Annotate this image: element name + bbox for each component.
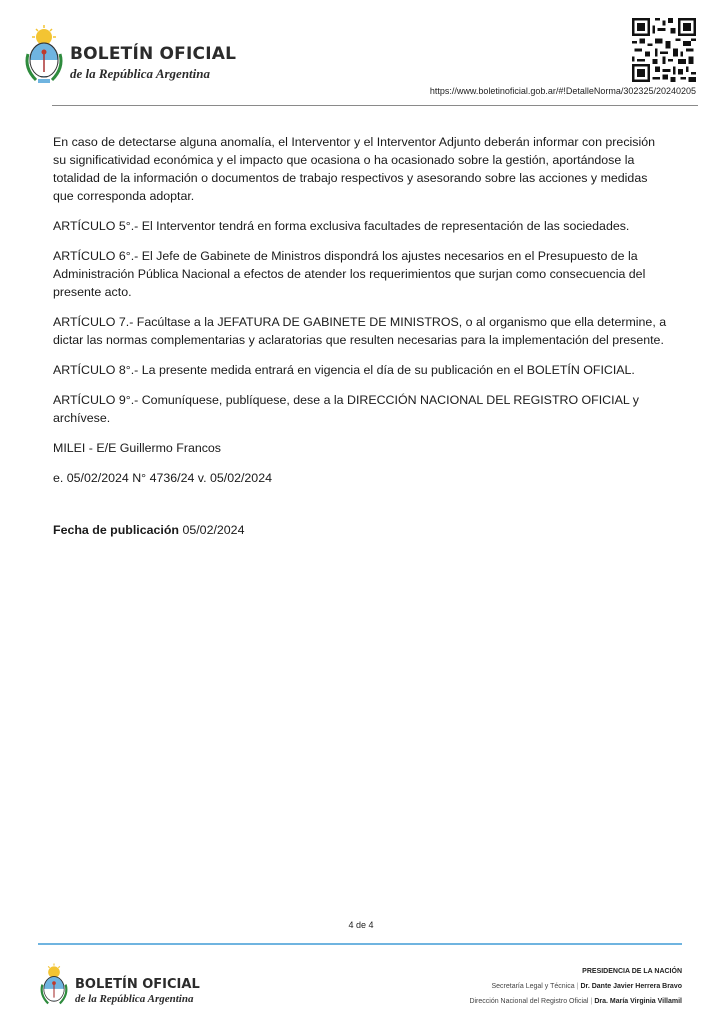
document-header <box>0 0 722 110</box>
page-number: 4 de 4 <box>348 920 374 930</box>
article-6: ARTÍCULO 6°.- El Jefe de Gabinete de Ministros dispondrá los ajustes necesarios en el Presupuesto de la Administración Pública Nacional a efectos de atender los requerimientos que surjan como consecuencia del presente acto. <box>53 249 646 299</box>
paragraph: En caso de detectarse alguna anomalía, el Interventor y el Interventor Adjunto deberán informar con precisión su significatividad económica y el impacto que ocasiona o ha ocasionado sobre la gestión, aportándose la totalidad de la información o documentos de trabajo respectivos y asesorando sobre las acciones y medidas que corresponda adoptar. <box>53 135 655 203</box>
publication-date-line <box>53 521 668 539</box>
document-url[interactable]: https://www.boletinoficial.gob.ar/#!DetalleNorma/302325/20240205 <box>429 86 696 96</box>
footer-brand-subtitle: de la República Argentina <box>75 993 194 1005</box>
footer-official-name: Dra. María Virginia Villamil <box>594 998 682 1005</box>
article-5: ARTÍCULO 5°.- El Interventor tendrá en forma exclusiva facultades de representación de las sociedades. <box>53 219 630 233</box>
argentina-coat-of-arms-icon <box>22 24 66 88</box>
article-8: ARTÍCULO 8°.- La presente medida entrará en vigencia el día de su publicación en el BOLETÍN OFICIAL. <box>53 363 635 377</box>
presidency-label: PRESIDENCIA DE LA NACIÓN <box>582 968 682 975</box>
footer-dept: Secretaría Legal y Técnica <box>491 983 575 990</box>
publication-date-label: Fecha de publicación <box>53 523 179 537</box>
footer-separator: | <box>590 998 593 1005</box>
footer-brand-title: BOLETÍN OFICIAL <box>75 977 200 992</box>
footer-separator: | <box>576 983 579 990</box>
footer-credit-line <box>469 994 682 1009</box>
footer-official-name: Dr. Dante Javier Herrera Bravo <box>580 983 682 990</box>
brand-subtitle: de la República Argentina <box>70 66 210 81</box>
qr-code-icon[interactable] <box>632 18 696 82</box>
header-divider <box>52 105 698 106</box>
publication-reference: e. 05/02/2024 N° 4736/24 v. 05/02/2024 <box>53 471 272 485</box>
footer-divider <box>38 943 682 945</box>
article-7: ARTÍCULO 7.- Facúltase a la JEFATURA DE GABINETE DE MINISTROS, o al organismo que ella determine, a dictar las normas complementarias y aclaratorias que resulten necesarias para la implementación del presente. <box>53 315 667 347</box>
footer-dept: Dirección Nacional del Registro Oficial <box>469 998 589 1005</box>
signatures: MILEI - E/E Guillermo Francos <box>53 441 222 455</box>
footer-credit-line <box>469 979 682 994</box>
argentina-coat-of-arms-icon <box>38 962 70 1010</box>
footer-credits <box>469 964 682 1009</box>
publication-date-value: 05/02/2024 <box>182 523 245 537</box>
article-9: ARTÍCULO 9°.- Comuníquese, publíquese, dese a la DIRECCIÓN NACIONAL DEL REGISTRO OFICIAL y archívese. <box>53 393 639 425</box>
document-body <box>53 133 668 551</box>
brand-title: BOLETÍN OFICIAL <box>70 44 237 64</box>
